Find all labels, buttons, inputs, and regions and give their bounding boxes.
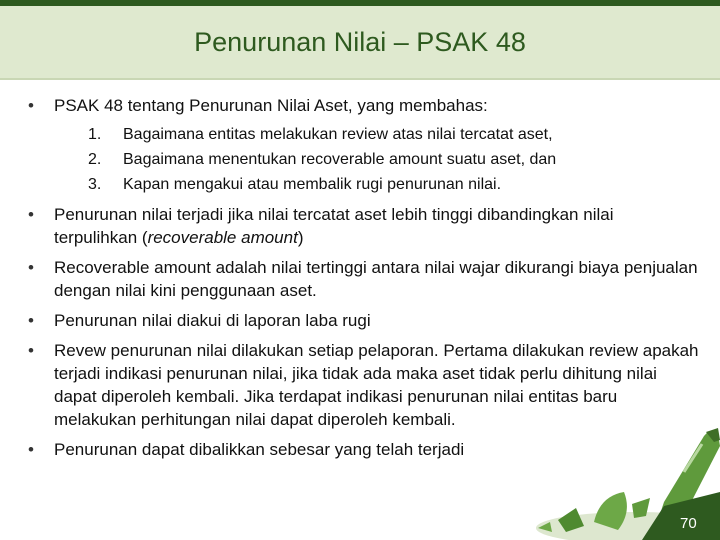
page-number: 70 <box>680 515 697 532</box>
slide-title: Penurunan Nilai – PSAK 48 <box>194 26 526 57</box>
bullet-item <box>28 256 700 302</box>
bullet-icon: • <box>28 341 34 360</box>
bullet-text: Revew penurunan nilai dilakukan setiap pelaporan. Pertama dilakukan review apakah terjadi indikasi penurunan nilai, jika tidak ada maka aset tidak perlu dihitung nilai dapat diperoleh kembali. Jika terdapat indikasi penurunan nilai entitas baru melakukan perhitungan nilai dapat diperoleh kembali. <box>54 341 699 429</box>
item-text: Bagaimana menentukan recoverable amount suatu aset, dan <box>123 151 557 168</box>
bullet-text: Penurunan dapat dibalikkan sebesar yang telah terjadi <box>54 440 465 459</box>
bullet-text-end: ) <box>297 228 304 247</box>
bullet-italic-term: recoverable amount <box>147 228 298 247</box>
bullet-item <box>28 203 700 249</box>
bullet-item <box>28 309 700 332</box>
bullet-item <box>28 94 700 196</box>
bullet-icon: • <box>28 440 34 459</box>
item-text: Bagaimana entitas melakukan review atas nilai tercatat aset, <box>123 126 553 143</box>
title-divider <box>0 78 720 80</box>
item-number: 1. <box>88 126 102 143</box>
bullet-text: Recoverable amount adalah nilai tertinggi antara nilai wajar dikurangi biaya penjualan dengan nilai kini penggunaan aset. <box>54 258 698 300</box>
item-number: 3. <box>88 176 102 193</box>
bullet-icon: • <box>28 96 34 115</box>
bullet-icon: • <box>28 258 34 277</box>
numbered-list <box>88 123 700 196</box>
numbered-item <box>88 148 700 171</box>
bullet-text: PSAK 48 tentang Penurunan Nilai Aset, yang membahas: <box>54 96 488 115</box>
bullet-icon: • <box>28 311 34 330</box>
bullet-text: Penurunan nilai terjadi jika nilai tercatat aset lebih tinggi dibandingkan nilai terpulihkan ( <box>54 205 614 247</box>
numbered-item <box>88 123 700 146</box>
item-text: Kapan mengakui atau membalik rugi penurunan nilai. <box>123 176 502 193</box>
numbered-item <box>88 173 700 196</box>
bullet-text: Penurunan nilai diakui di laporan laba rugi <box>54 311 371 330</box>
bullet-icon: • <box>28 205 34 224</box>
item-number: 2. <box>88 151 102 168</box>
